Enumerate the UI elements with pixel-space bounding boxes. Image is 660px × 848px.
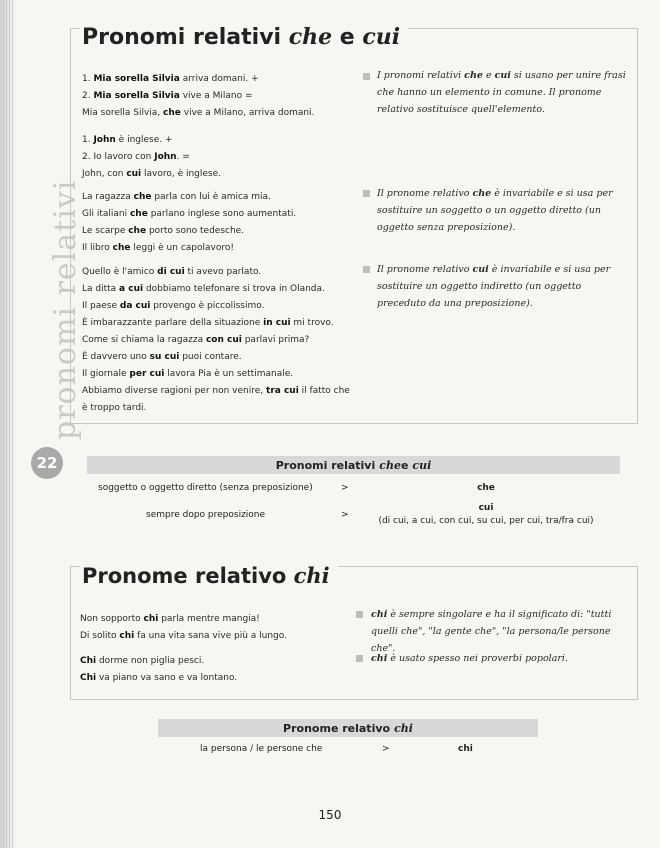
relative-pronoun: che [128, 226, 147, 236]
example-line: Abbiamo diverse ragioni per non venire, tra cui il fatto che [82, 386, 350, 396]
relative-pronoun: chi [143, 614, 159, 624]
book-spine [0, 0, 18, 848]
example-line: Come si chiama la ragazza con cui parlavi prima? [82, 335, 310, 345]
relative-pronoun: John [93, 135, 116, 145]
table2-left: la persona / le persone che [200, 744, 323, 754]
example-line: Il libro che leggi è un capolavoro! [82, 243, 234, 253]
section2-examples-1 [80, 611, 360, 645]
example-line: Non sopporto chi parla mentre mangia! [80, 614, 260, 624]
rule-bullet [363, 190, 370, 197]
section1-examples-3 [82, 189, 362, 257]
section1-rule-2: Il pronome relativo che è invariabile e si usa per sostituire un soggetto o un oggetto diretto (un oggetto senza preposizione). [377, 188, 613, 233]
section1-examples-2 [82, 132, 362, 183]
section1-title: Pronomi relativi che e cui [80, 24, 408, 50]
relative-pronoun: per cui [129, 369, 165, 379]
relative-pronoun: Mia sorella Silvia [93, 91, 180, 101]
example-line: La ragazza che parla con lui è amica mia. [82, 192, 271, 202]
rule-bullet [363, 266, 370, 273]
section2-rule-2: chi è usato spesso nei proverbi popolari. [371, 653, 568, 664]
table1-row2-arrow: > [341, 510, 349, 520]
section1-examples-4 [82, 264, 372, 417]
rule-bullet [356, 611, 363, 618]
example-line: 2. Io lavoro con John. = [82, 152, 190, 162]
relative-pronoun: a cui [119, 284, 144, 294]
table2-right: chi [458, 744, 473, 754]
table1-row2-right-detail: (di cui, a cui, con cui, su cui, per cui, tra/fra cui) [378, 516, 594, 526]
relative-pronoun: che [163, 108, 181, 118]
example-line: 2. Mia sorella Silvia vive a Milano = [82, 91, 253, 101]
example-line: Il paese da cui provengo è piccolissimo. [82, 301, 265, 311]
table1-row2-right: cui [478, 503, 494, 513]
section2-examples-2 [80, 653, 360, 687]
section1-examples-1 [82, 71, 362, 122]
example-line: Mia sorella Silvia, che vive a Milano, arriva domani. [82, 108, 315, 118]
example-line: È imbarazzante parlare della situazione in cui mi trovo. [82, 318, 334, 328]
table1-row1-arrow: > [341, 483, 349, 493]
chapter-badge: 22 [31, 447, 63, 479]
table1-row1-left: soggetto o oggetto diretto (senza preposizione) [98, 483, 313, 493]
example-line: Quello è l'amico di cui ti avevo parlato. [82, 267, 262, 277]
section1-rule-3: Il pronome relativo cui è invariabile e si usa per sostituire un oggetto indiretto (un oggetto preceduto da una preposizione). [377, 264, 611, 309]
relative-pronoun: Mia sorella Silvia [93, 74, 180, 84]
table2-header: Pronome relativo chi [158, 719, 538, 737]
relative-pronoun: che [129, 209, 148, 219]
relative-pronoun: con cui [205, 335, 242, 345]
example-line: Chi va piano va sano e va lontano. [80, 673, 238, 683]
relative-pronoun: su cui [149, 352, 180, 362]
example-line: Gli italiani che parlano inglese sono aumentati. [82, 209, 297, 219]
example-line: Le scarpe che porto sono tedesche. [82, 226, 245, 236]
relative-pronoun: John [154, 152, 177, 162]
section1-rule-1: I pronomi relativi che e cui si usano per unire frasi che hanno un elemento in comune. Il pronome relativo sostituisce quell'elemento. [377, 70, 626, 115]
relative-pronoun: di cui [157, 267, 185, 277]
section2-rule-1: chi è sempre singolare e ha il significato di: "tutti quelli che", "la gente che", "la persona/le persone che". [371, 609, 612, 654]
example-line: 1. John è inglese. + [82, 135, 173, 145]
example-line: Di solito chi fa una vita sana vive più a lungo. [80, 631, 287, 641]
table1-row2-left: sempre dopo preposizione [146, 510, 266, 520]
relative-pronoun: che [133, 192, 152, 202]
rule-bullet [363, 73, 370, 80]
side-tab-label: pronomi relativi [48, 179, 83, 440]
relative-pronoun: Chi [80, 673, 97, 683]
example-line: 1. Mia sorella Silvia arriva domani. + [82, 74, 259, 84]
example-line: è troppo tardi. [82, 403, 147, 413]
relative-pronoun: in cui [263, 318, 291, 328]
relative-pronoun: che [112, 243, 131, 253]
table1-header: Pronomi relativi che e cui [87, 456, 620, 474]
relative-pronoun: chi [119, 631, 135, 641]
relative-pronoun: da cui [119, 301, 151, 311]
example-line: Chi dorme non piglia pesci. [80, 656, 205, 666]
relative-pronoun: cui [126, 169, 142, 179]
section2-title: Pronome relativo chi [80, 563, 338, 588]
example-line: John, con cui lavoro, è inglese. [82, 169, 222, 179]
relative-pronoun: Chi [80, 656, 97, 666]
table2-arrow: > [382, 744, 390, 754]
rule-bullet [356, 655, 363, 662]
page-number: 150 [318, 808, 342, 822]
relative-pronoun: tra cui [266, 386, 299, 396]
example-line: La ditta a cui dobbiamo telefonare si trova in Olanda. [82, 284, 325, 294]
example-line: Il giornale per cui lavora Pia è un settimanale. [82, 369, 294, 379]
table1-row1-right: che [477, 483, 495, 493]
example-line: È davvero uno su cui puoi contare. [82, 352, 242, 362]
